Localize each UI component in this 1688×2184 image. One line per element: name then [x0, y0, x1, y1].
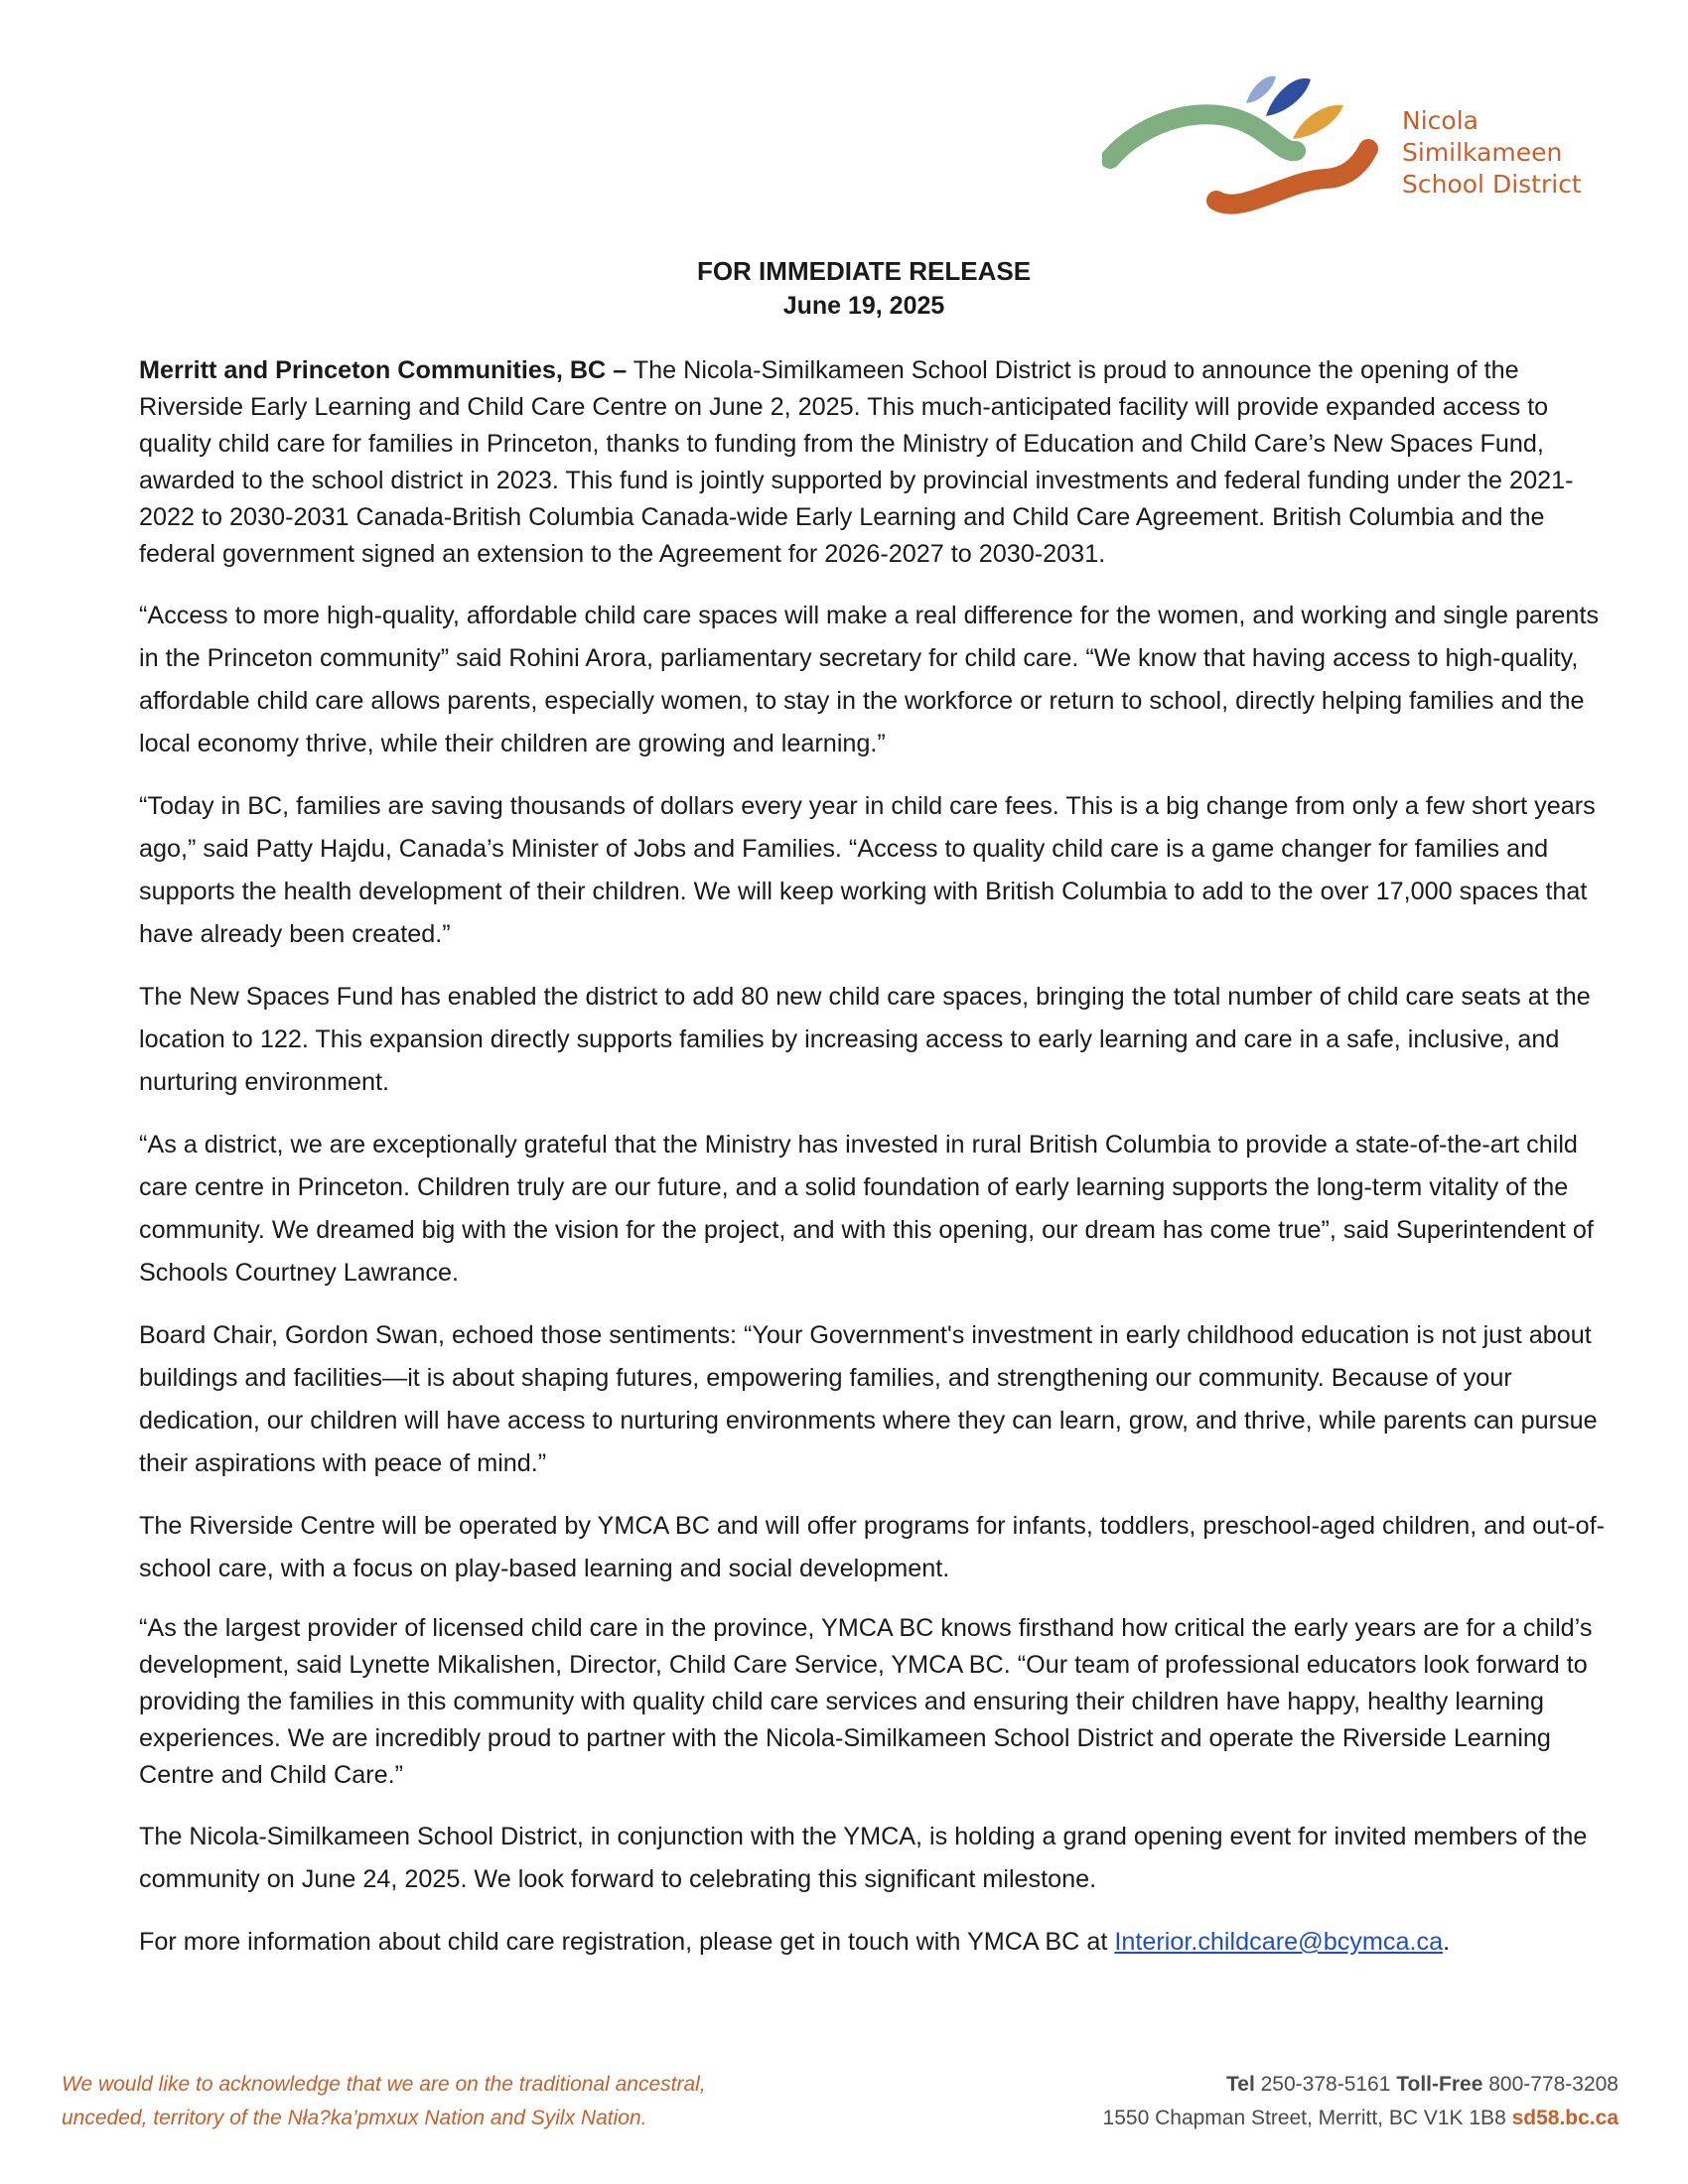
- intro-text: The Nicola-Similkameen School District is proud to announce the opening of the Riverside Early Learning and Child Care Centre on June 2, 2025. This much-anticipated facility will provide expanded access to quality child care for families in Princeton, thanks to funding from the Ministry of Education and Child Care’s New Spaces Fund, awarded to the school district in 2023. This fund is jointly supported by provincial investments and federal funding under the 2021-2022 to 2030-2031 Canada-British Columbia Canada-wide Early Learning and Child Care Agreement. British Columbia and the federal government signed an extension to the Agreement for 2026-2027 to 2030-2031.: [139, 356, 1574, 568]
- paragraph-superintendent-quote: “As a district, we are exceptionally grateful that the Ministry has invested in rural British Columbia to provide a state-of-the-art child care centre in Princeton. Children truly are our future, and a solid foundation of early learning supports the long-term vitality of the community. We dreamed big with the vision for the project, and with this opening, our dream has come true”, said Superintendent of Schools Courtney Lawrance.: [139, 1131, 1594, 1287]
- logo-wordmark: [1402, 105, 1582, 201]
- tel-value: 250-378-5161: [1254, 2073, 1397, 2096]
- logo-line-1: Nicola: [1402, 106, 1478, 135]
- tel-label: Tel: [1226, 2073, 1255, 2096]
- ack-line-2: unceded, territory of the Nła?ka’pmxux Nation and Syilx Nation.: [62, 2107, 647, 2129]
- paragraph-intro: [139, 352, 1618, 573]
- release-header: [0, 253, 1688, 323]
- paragraph-ymca-quote: “As the largest provider of licensed child care in the province, YMCA BC knows firsthand how critical the early years are for a child’s development, said Lynette Mikalishen, Director, Child Care Service, YMCA BC. “Our team of professional educators look forward to providing the families in this community with quality child care services and ensuring their children have happy, healthy learning experiences. We are incredibly proud to partner with the Nicola-Similkameen School District and operate the Riverside Learning Centre and Child Care.”: [139, 1614, 1593, 1789]
- ack-line-1: We would like to acknowledge that we are on the traditional ancestral,: [62, 2073, 706, 2096]
- paragraph-new-spaces-fund: The New Spaces Fund has enabled the district to add 80 new child care spaces, bringing the total number of child care seats at the location to 122. This expansion directly supports families by increasing access to early learning and care in a safe, inclusive, and nurturing environment.: [139, 983, 1591, 1096]
- contact-end: .: [1443, 1928, 1451, 1956]
- website-link[interactable]: sd58.bc.ca: [1511, 2107, 1618, 2129]
- phone-line: [1103, 2068, 1618, 2102]
- release-body: [139, 352, 1618, 1983]
- paragraph-hajdu-quote: “Today in BC, families are saving thousands of dollars every year in child care fees. This is a big change from only a few short years ago,” said Patty Hajdu, Canada’s Minister of Jobs and Families. “Access to quality child care is a game changer for families and supports the health development of their children. We will keep working with British Columbia to add to the over 17,000 spaces that have already been created.”: [139, 792, 1596, 948]
- footer-contact: [1103, 2068, 1618, 2135]
- tollfree-label: Toll-Free: [1396, 2073, 1483, 2096]
- release-date: June 19, 2025: [782, 292, 945, 320]
- email-link[interactable]: Interior.childcare@bcymca.ca: [1114, 1928, 1444, 1956]
- tollfree-value: 800-778-3208: [1482, 2073, 1618, 2096]
- land-acknowledgement: [62, 2068, 856, 2135]
- address-line: [1103, 2102, 1618, 2135]
- contact-text: For more information about child care registration, please get in touch with YMCA BC at: [139, 1928, 1115, 1956]
- paragraph-grand-opening: The Nicola-Similkameen School District, in conjunction with the YMCA, is holding a grand opening event for invited members of the community on June 24, 2025. We look forward to celebrating this significant milestone.: [139, 1823, 1588, 1893]
- release-title: FOR IMMEDIATE RELEASE: [696, 256, 1032, 286]
- paragraph-arora-quote: “Access to more high-quality, affordable child care spaces will make a real difference for the women, and working and single parents in the Princeton community” said Rohini Arora, parliamentary secretary for child care. “We know that having access to high-quality, affordable child care allows parents, especially women, to stay in the workforce or return to school, directly helping families and the local economy thrive, while their children are growing and learning.”: [139, 602, 1600, 757]
- paragraph-ymca-operator: The Riverside Centre will be operated by YMCA BC and will offer programs for infants, toddlers, preschool-aged children, and out-of-school care, with a focus on play-based learning and social development.: [139, 1512, 1606, 1582]
- dateline: Merritt and Princeton Communities, BC –: [139, 356, 628, 384]
- logo-line-3: School District: [1402, 170, 1582, 199]
- logo-graphic-icon: [1102, 62, 1400, 230]
- paragraph-board-chair-quote: Board Chair, Gordon Swan, echoed those sentiments: “Your Government's investment in early childhood education is not just about buildings and facilities—it is about shaping futures, empowering families, and strengthening our community. Because of your dedication, our children will have access to nurturing environments where they can learn, grow, and thrive, while parents can pursue their aspirations with peace of mind.”: [139, 1321, 1598, 1477]
- paragraph-contact-info: [139, 1921, 1618, 1964]
- address: 1550 Chapman Street, Merritt, BC V1K 1B8: [1102, 2107, 1512, 2129]
- logo-line-2: Similkameen: [1402, 138, 1563, 167]
- district-logo: [1102, 62, 1628, 230]
